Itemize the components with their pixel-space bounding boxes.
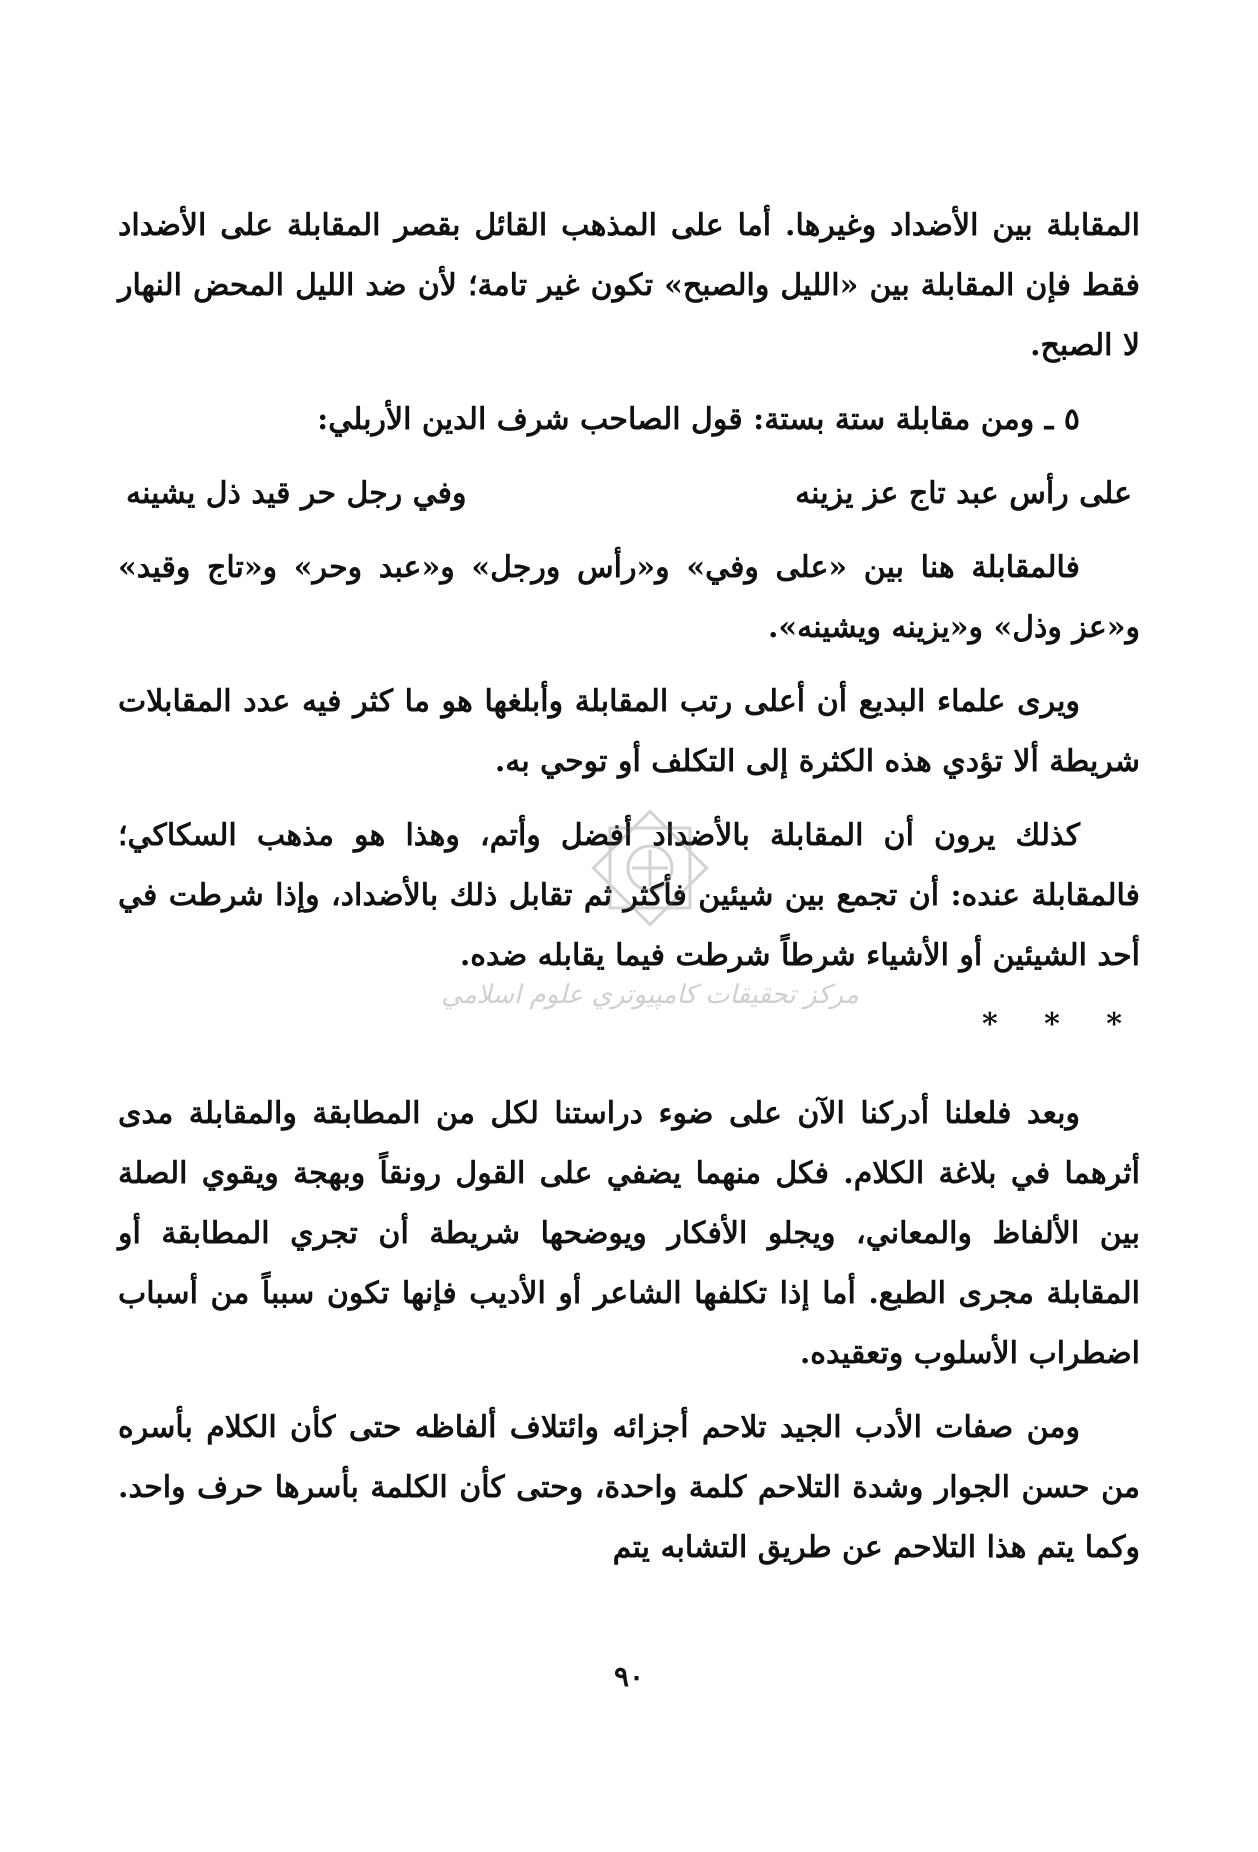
- paragraph-6: وبعد فلعلنا أدركنا الآن على ضوء دراستنا لكل من المطابقة والمقابلة مدى أثرهما في بلاغة الكلام. فكل منهما يضفي على القول رونقاً وبهجة ويقوي الصلة بين الألفاظ والمعاني، ويجلو الأفكار ويوضحها شريطة أن تجري المطابقة أو المقابلة مجرى الطبع. أما إذا تكلفها الشاعر أو الأديب فإنها تكون سبباً من أسباب اضطراب الأسلوب وتعقيده.: [118, 1096, 1140, 1371]
- paragraph-4: ويرى علماء البديع أن أعلى رتب المقابلة وأبلغها هو ما كثر فيه عدد المقابلات شريطة ألا تؤدي هذه الكثرة إلى التكلف أو توحي به.: [118, 684, 1140, 779]
- paragraph-1: المقابلة بين الأضداد وغيرها. أما على المذهب القائل بقصر المقابلة على الأضداد فقط فإن المقابلة بين «الليل والصبح» تكون غير تامة؛ لأن ضد الليل المحض النهار لا الصبح.: [118, 208, 1140, 363]
- paragraph-2: ٥ ـ ومن مقابلة ستة بستة: قول الصاحب شرف الدين الأربلي:: [317, 402, 1080, 437]
- body-text: [118, 196, 1140, 1578]
- seal-caption: مركز تحقيقات كامپيوتري علوم اسلامي: [441, 980, 859, 1010]
- poetry-verse: [118, 464, 1140, 524]
- verse-second-hemistich: وفي رجل حر قيد ذل يشينه: [126, 476, 467, 511]
- page-number: ٩٠: [613, 1660, 645, 1693]
- paragraph-7: ومن صفات الأدب الجيد تلاحم أجزائه وائتلاف ألفاظه حتى كأن الكلام بأسره من حسن الجوار وشدة التلاحم كلمة واحدة، وحتى كأن الكلمة بأسرها حرف واحد. وكما يتم هذا التلاحم عن طريق التشابه يتم: [118, 1410, 1140, 1565]
- paragraph-5: كذلك يرون أن المقابلة بالأضداد أفضل وأتم، وهذا هو مذهب السكاكي؛ فالمقابلة عنده: أن تجمع بين شيئين فأكثر ثم تقابل ذلك بالأضداد، وإذا شرطت في أحد الشيئين أو الأشياء شرطاً شرطت فيما يقابله ضده.: [118, 818, 1140, 973]
- section-separator: * * *: [982, 1007, 1140, 1042]
- paragraph-3: فالمقابلة هنا بين «على وفي» و«رأس ورجل» و«عبد وحر» و«تاج وقيد» و«عز وذل» و«يزينه ويشينه».: [118, 550, 1140, 645]
- verse-first-hemistich: على رأس عبد تاج عز يزينه: [795, 476, 1132, 511]
